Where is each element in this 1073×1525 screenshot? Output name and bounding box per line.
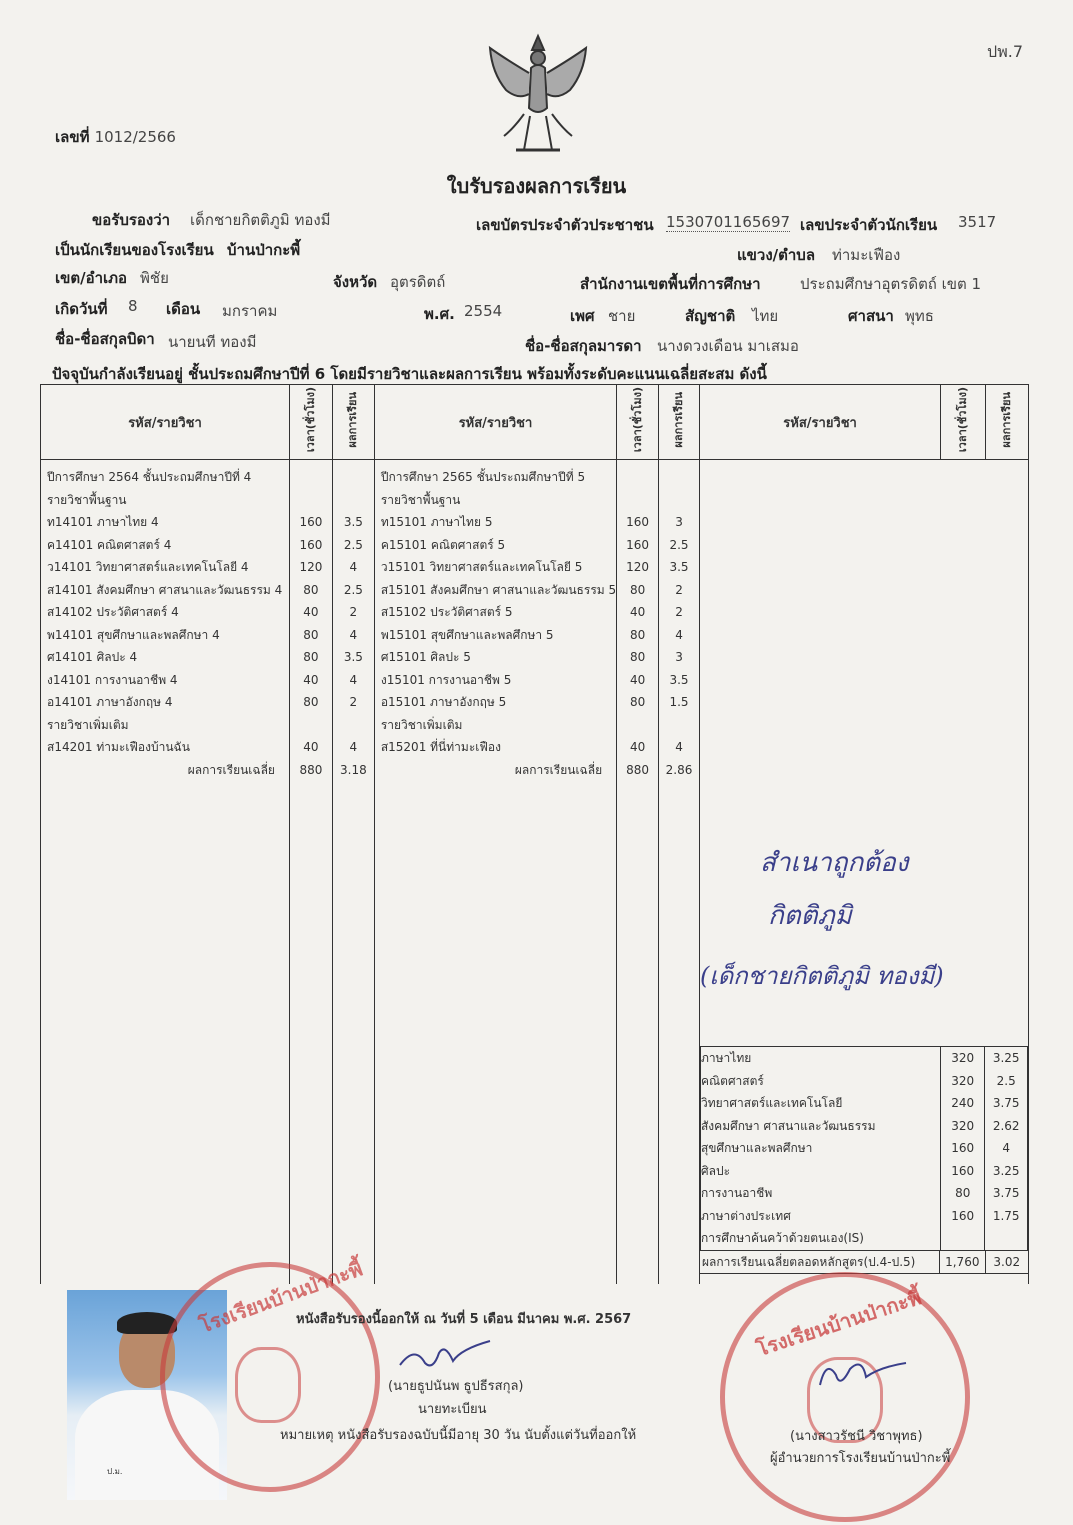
subdistrict-label: แขวง/ตำบล [737, 246, 816, 264]
id-card-number: 1530701165697 [666, 213, 791, 231]
hours-cell: 80 [303, 695, 319, 709]
nationality: ไทย [752, 307, 779, 325]
subject-row: ปีการศึกษา 2564 ชั้นประถมศึกษาปีที่ 4 [47, 470, 252, 484]
hours-cell [290, 489, 332, 512]
summary-subject: ภาษาไทย [700, 1047, 940, 1070]
summary-grade: 2.5 [985, 1070, 1028, 1093]
grand-total-hours: 1,760 [940, 1251, 985, 1274]
summary-hours: 160 [941, 1160, 985, 1183]
subject-row: รายวิชาเพิ่มเติม [47, 717, 129, 732]
subject-row: ว14101 วิทยาศาสตร์และเทคโนโลยี 4 [47, 560, 249, 574]
director-name: (นางสาวรัชนี วิชาพุทธ) [790, 1429, 923, 1444]
mother-name: นางดวงเดือน มาเสมอ [657, 337, 799, 355]
year-4-subjects [41, 460, 289, 781]
summary-grade: 3.75 [985, 1182, 1028, 1205]
grade-cell: 3.5 [343, 515, 363, 529]
hours-cell: 40 [303, 740, 319, 754]
grade-cell: 2 [349, 605, 358, 619]
handwritten-signature: กิตติภูมิ [768, 901, 852, 931]
student-id: 3517 [958, 213, 997, 231]
issue-date-text: หนังสือรับรองนี้ออกให้ ณ วันที่ 5 เดือน มีนาคม พ.ศ. 2567 [296, 1312, 632, 1327]
grade-cell: 4 [349, 740, 358, 754]
header-subject-3: รหัส/รายวิชา [699, 385, 940, 460]
birth-year-label: พ.ศ. [424, 305, 455, 323]
handwritten-name: (เด็กชายกิตติภูมิ ทองมี) [700, 962, 944, 990]
page-title: ใบรับรองผลการเรียน [446, 174, 627, 198]
summary-grade: 3.25 [985, 1160, 1028, 1183]
average-label: ผลการเรียนเฉลี่ย [187, 762, 275, 777]
sex-label: เพศ [570, 307, 595, 325]
handwritten-certified-copy: สำเนาถูกต้อง [760, 848, 909, 878]
birth-year: 2554 [464, 302, 503, 320]
document-number [55, 125, 176, 149]
grade-cell: 2.5 [669, 537, 689, 552]
header-grade-1: ผลการเรียน [346, 392, 360, 448]
birth-month: มกราคม [222, 302, 278, 320]
subject-row: พ14101 สุขศึกษาและพลศึกษา 4 [47, 627, 220, 642]
hours-cell: 40 [303, 672, 319, 687]
nationality-label: สัญชาติ [685, 307, 736, 325]
summary-row [700, 1115, 1027, 1138]
header-grade-3: ผลการเรียน [1000, 392, 1014, 448]
sex: ชาย [608, 307, 636, 325]
student-id-label: เลขประจำตัวนักเรียน [800, 216, 938, 234]
hours-cell: 80 [629, 650, 646, 664]
grade-cell [333, 466, 374, 489]
school-stamp-left [160, 1256, 380, 1492]
photo-caption: ป.ม. [107, 1467, 123, 1476]
father-name: นายนที ทองมี [168, 333, 257, 351]
subject-row: รายวิชาเพิ่มเติม [380, 717, 463, 732]
subject-row: อ14101 ภาษาอังกฤษ 4 [47, 695, 173, 709]
subject-row: รายวิชาพื้นฐาน [47, 492, 127, 507]
summary-hours: 160 [941, 1137, 985, 1160]
doc-number-label: เลขที่ [55, 128, 90, 146]
hours-cell: 160 [626, 537, 650, 552]
summary-row [700, 1137, 1027, 1160]
average-hours: 880 [626, 762, 650, 777]
hours-cell: 40 [303, 605, 319, 619]
header-hours-1: เวลา(ชั่วโมง) [303, 387, 317, 453]
summary-row [700, 1092, 1027, 1115]
summary-hours: 240 [941, 1092, 985, 1115]
grade-cell: 3.5 [343, 650, 363, 664]
hours-cell: 160 [626, 515, 650, 529]
summary-subject: วิทยาศาสตร์และเทคโนโลยี [700, 1092, 940, 1115]
summary-grade [985, 1227, 1028, 1250]
hours-cell: 80 [629, 695, 646, 709]
subject-row: ว15101 วิทยาศาสตร์และเทคโนโลยี 5 [380, 560, 583, 574]
subject-row: ค15101 คณิตศาสตร์ 5 [380, 537, 506, 552]
province: อุตรดิตถ์ [390, 273, 446, 291]
summary-grade: 3.75 [985, 1092, 1028, 1115]
hours-cell: 80 [303, 582, 319, 597]
summary-subject: สังคมศึกษา ศาสนาและวัฒนธรรม [700, 1115, 940, 1138]
id-card-label: เลขบัตรประจำตัวประชาชน [476, 216, 654, 234]
subject-row: ท14101 ภาษาไทย 4 [47, 515, 159, 529]
grades-table [40, 384, 1029, 1284]
doc-number-value: 1012/2566 [94, 128, 176, 146]
summary-box [700, 1046, 1028, 1274]
grade-cell: 2.5 [343, 537, 363, 552]
summary-table [700, 1047, 1028, 1250]
grade-cell: 4 [349, 627, 358, 642]
subject-row: ท15101 ภาษาไทย 5 [380, 515, 493, 529]
header-grade-2: ผลการเรียน [672, 392, 686, 448]
average-label: ผลการเรียนเฉลี่ย [514, 762, 603, 777]
province-label: จังหวัด [333, 273, 378, 291]
hours-cell: 40 [629, 740, 646, 754]
subject-row: ค14101 คณิตศาสตร์ 4 [47, 537, 172, 552]
hours-cell [290, 466, 332, 489]
registrar-title: นายทะเบียน [418, 1402, 487, 1417]
subject-row: ง15101 การงานอาชีพ 5 [380, 672, 512, 687]
summary-grade: 4 [985, 1137, 1028, 1160]
subdistrict: ท่ามะเฟือง [832, 246, 901, 264]
birth-month-label: เดือน [166, 300, 201, 318]
hours-cell: 80 [303, 650, 319, 664]
subject-row: ส15201 ที่นี่ท่ามะเฟือง [380, 740, 501, 754]
grade-cell [659, 489, 699, 512]
grade-cell: 2.5 [343, 582, 363, 597]
table-header-row [41, 385, 1029, 460]
summary-subject: คณิตศาสตร์ [700, 1070, 940, 1093]
subject-row: ส14102 ประวัติศาสตร์ 4 [47, 605, 179, 619]
hours-cell: 160 [299, 537, 323, 552]
summary-subject: ภาษาต่างประเทศ [700, 1205, 940, 1228]
hours-cell [617, 714, 658, 737]
subject-row: ส14101 สังคมศึกษา ศาสนาและวัฒนธรรม 4 [47, 582, 283, 597]
average-hours: 880 [299, 762, 323, 777]
grade-cell: 4 [675, 740, 683, 754]
grand-total-row [700, 1250, 1028, 1275]
district: พิชัย [140, 269, 169, 287]
average-grade: 2.86 [665, 762, 693, 777]
grade-cell [659, 466, 699, 489]
grade-cell: 2 [675, 582, 683, 597]
summary-hours: 80 [941, 1182, 985, 1205]
grand-total-label: ผลการเรียนเฉลี่ยตลอดหลักสูตร(ป.4-ป.5) [700, 1251, 940, 1274]
school-label: เป็นนักเรียนของโรงเรียน [55, 241, 214, 259]
grade-cell [333, 489, 374, 512]
summary-row [700, 1205, 1027, 1228]
edu-office: ประถมศึกษาอุตรดิตถ์ เขต 1 [800, 275, 982, 293]
form-code: ปพ.7 [987, 42, 1023, 61]
grade-cell: 4 [349, 672, 358, 687]
header-hours-3: เวลา(ชั่วโมง) [956, 387, 970, 453]
district-label: เขต/อำเภอ [55, 269, 128, 287]
validity-note: หมายเหตุ หนังสือรับรองฉบับนี้มีอายุ 30 วัน นับตั้งแต่วันที่ออกให้ [280, 1428, 637, 1443]
director-signature-icon [810, 1355, 910, 1395]
summary-hours: 160 [941, 1205, 985, 1228]
stamp-left-emblem-icon [235, 1347, 301, 1423]
grade-cell: 4 [349, 560, 358, 574]
father-label: ชื่อ-ชื่อสกุลบิดา [55, 330, 155, 348]
stamp-left-text: โรงเรียนบ้านป่ากะพี้ [196, 1256, 366, 1338]
grand-total-grade: 3.02 [993, 1254, 1021, 1269]
hours-cell: 80 [629, 627, 646, 642]
hours-cell: 40 [629, 605, 646, 619]
grade-cell: 3 [675, 515, 683, 529]
hours-cell [617, 489, 658, 512]
subject-row: ศ14101 ศิลปะ 4 [47, 650, 138, 664]
grade-cell [333, 714, 374, 737]
subject-row: รายวิชาพื้นฐาน [380, 492, 461, 507]
summary-hours: 320 [941, 1070, 985, 1093]
hours-cell [617, 466, 658, 489]
summary-row [700, 1160, 1027, 1183]
certify-label: ขอรับรองว่า [92, 211, 171, 229]
birth-day-label: เกิดวันที่ [55, 300, 108, 318]
subject-row: ส14201 ท่ามะเฟืองบ้านฉัน [47, 740, 190, 754]
subject-row: พ15101 สุขศึกษาและพลศึกษา 5 [380, 627, 554, 642]
summary-grade: 2.62 [985, 1115, 1028, 1138]
summary-row [700, 1227, 1027, 1250]
header-subject-2: รหัส/รายวิชา [374, 385, 616, 460]
hours-cell: 80 [629, 582, 646, 597]
year-5-subjects [375, 460, 616, 781]
hours-cell: 120 [299, 560, 323, 574]
summary-subject: ศิลปะ [700, 1160, 940, 1183]
school-stamp-right [720, 1272, 970, 1522]
grade-cell: 3.5 [669, 672, 689, 687]
year-5-hours [617, 460, 658, 781]
header-subject-1: รหัส/รายวิชา [41, 385, 290, 460]
registrar-signature-icon [395, 1335, 495, 1375]
mother-label: ชื่อ-ชื่อสกุลมารดา [525, 337, 642, 355]
school-name: บ้านป่ากะพี้ [227, 241, 301, 259]
summary-subject: สุขศึกษาและพลศึกษา [700, 1137, 940, 1160]
summary-subject: การศึกษาค้นคว้าด้วยตนเอง(IS) [700, 1227, 940, 1250]
subject-row: ปีการศึกษา 2565 ชั้นประถมศึกษาปีที่ 5 [380, 470, 586, 484]
subject-row: ง14101 การงานอาชีพ 4 [47, 672, 178, 687]
hours-cell: 160 [299, 515, 323, 529]
summary-row [700, 1047, 1027, 1070]
subject-row: ส15101 สังคมศึกษา ศาสนาและวัฒนธรรม 5 [380, 582, 617, 597]
hours-cell [290, 714, 332, 737]
grade-cell: 2 [349, 695, 358, 709]
grade-cell: 1.5 [669, 695, 689, 709]
subject-row: ส15102 ประวัติศาสตร์ 5 [380, 605, 513, 619]
religion: พุทธ [905, 307, 934, 325]
subject-row: ศ15101 ศิลปะ 5 [380, 650, 471, 664]
religion-label: ศาสนา [848, 307, 894, 325]
intro-statement: ปัจจุบันกำลังเรียนอยู่ ชั้นประถมศึกษาปีที่ 6 โดยมีรายวิชาและผลการเรียน พร้อมทั้งระดับคะแนนเฉลี่ยสะสม ดังนี้ [52, 365, 767, 383]
hours-cell: 120 [626, 560, 650, 574]
garuda-emblem-icon [484, 28, 592, 158]
header-hours-2: เวลา(ชั่วโมง) [630, 387, 644, 453]
summary-hours [941, 1227, 985, 1250]
summary-row [700, 1182, 1027, 1205]
summary-hours: 320 [941, 1047, 985, 1070]
grade-cell [659, 714, 699, 737]
hours-cell: 80 [303, 627, 319, 642]
student-name: เด็กชายกิตติภูมิ ทองมี [190, 211, 331, 229]
average-grade: 3.18 [340, 762, 367, 777]
grade-cell: 4 [675, 627, 683, 642]
summary-hours: 320 [941, 1115, 985, 1138]
year-4-hours [290, 460, 332, 781]
grade-cell: 2 [675, 605, 683, 619]
edu-office-label: สำนักงานเขตพื้นที่การศึกษา [580, 275, 761, 293]
summary-subject: การงานอาชีพ [700, 1182, 940, 1205]
grade-cell: 3 [675, 650, 683, 664]
director-title: ผู้อำนวยการโรงเรียนบ้านป่ากะพี้ [770, 1451, 951, 1466]
summary-row [700, 1070, 1027, 1093]
summary-grade: 3.25 [985, 1047, 1028, 1070]
subject-row: อ15101 ภาษาอังกฤษ 5 [380, 695, 507, 709]
year-4-grades [333, 460, 374, 781]
hours-cell: 40 [629, 672, 646, 687]
registrar-name: (นายธูปนันพ ธูปธีรสกุล) [388, 1379, 524, 1394]
year-5-grades [659, 460, 699, 781]
stamp-right-text: โรงเรียนบ้านป่ากะพี้ [753, 1285, 925, 1361]
summary-grade: 1.75 [985, 1205, 1028, 1228]
grade-cell: 3.5 [669, 560, 689, 574]
birth-day: 8 [128, 297, 138, 315]
